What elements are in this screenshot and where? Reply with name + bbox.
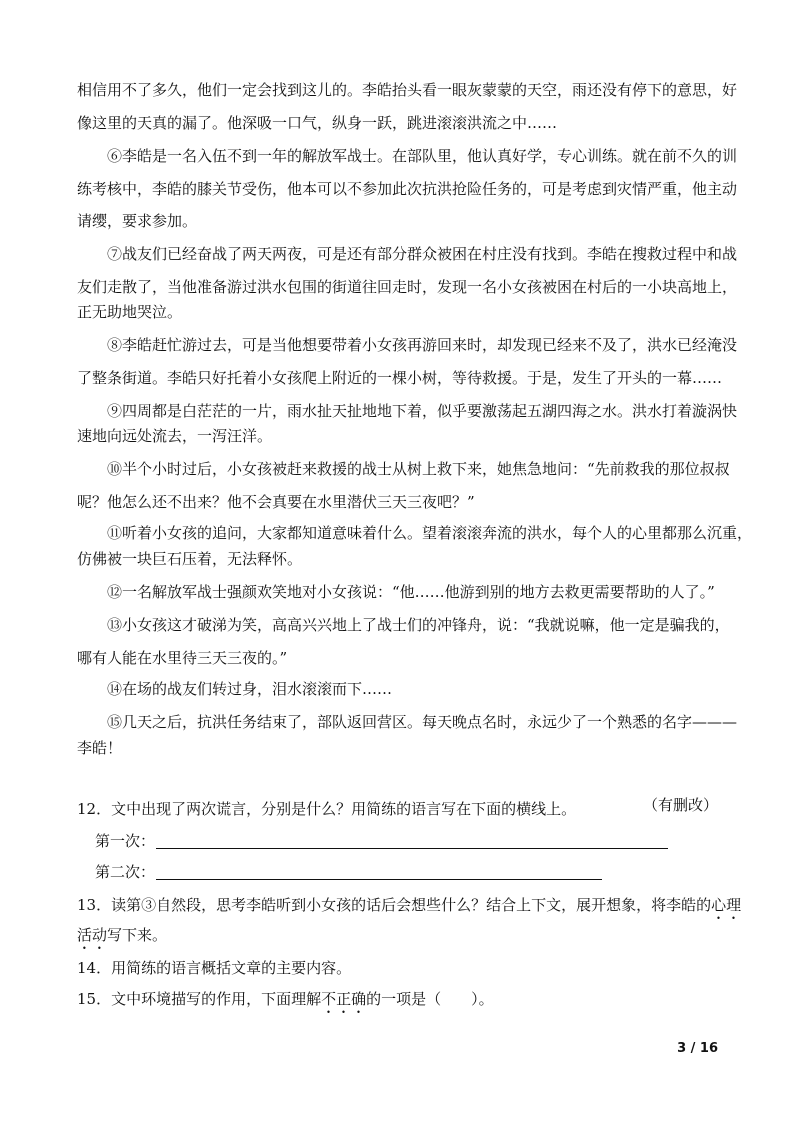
question-13-text: 写下来。 [107,926,168,944]
paragraph-line: 像这里的天真的漏了。他深吸一口气，纵身一跃，跳进滚滚洪流之中…… [77,114,558,132]
emphasis-text: 心理 [711,896,742,914]
paragraph-line: ⑩半个小时过后，小女孩被赶来救援的战士从树上救下来，她焦急地问：“先前救我的那位叔叔 [107,460,730,478]
paragraph-line: 相信用不了多久，他们一定会找到这儿的。李皓抬头看一眼灰蒙蒙的天空，雨还没有停下的意思，好 [77,81,738,99]
paragraph-line: 哪有人能在水里待三天三夜的。” [77,649,288,667]
question-15 [77,989,494,1017]
answer-label-first: 第一次： [95,832,156,850]
paragraph-line: 练考核中，李皓的膝关节受伤，他本可以不参加此次抗洪抢险任务的，可是考虑到灾情严重，他主动 [77,180,738,198]
paragraph-line: ⑬小女孩这才破涕为笑，高高兴兴地上了战士们的冲锋舟，说：“我就说嘛，他一定是骗我的， [107,616,730,634]
emphasis-text: 活动 [77,926,108,944]
question-15-text: 15．文中环境描写的作用，下面理解 [77,990,322,1008]
paragraph-line: 李皓！ [77,739,123,757]
source-note: （有删改） [642,796,718,814]
paragraph-line: 友们走散了，当他准备游过洪水包围的街道往回走时，发现一名小女孩被困在村后的一小块高地上， [77,278,738,296]
paragraph-line: ⑧李皓赶忙游过去，可是当他想要带着小女孩再游回来时，却发现已经来不及了，洪水已经淹没 [107,336,738,354]
paragraph-line: ⑦战友们已经奋战了两天两夜，可是还有部分群众被困在村庄没有找到。李皓在搜救过程中和战 [107,245,738,263]
paragraph-line: ⑥李皓是一名入伍不到一年的解放军战士。在部队里，他认真好学，专心训练。就在前不久的训 [107,147,738,165]
answer-label-second: 第二次： [95,863,156,881]
page-number: 3 / 16 [677,1041,718,1056]
paragraph-line: ⑫一名解放军战士强颜欢笑地对小女孩说：“他……他游到别的地方去救更需要帮助的人了。” [107,583,715,601]
paragraph-line: 仿佛被一块巨石压着，无法释怀。 [77,550,303,568]
answer-line-first[interactable] [156,848,668,849]
paragraph-line: 请缨，要求参加。 [77,212,198,230]
question-12: 12．文中出现了两次谎言，分别是什么？用简练的语言写在下面的横线上。 [77,800,577,818]
answer-line-second[interactable] [156,879,602,880]
question-13-text: 13．读第③自然段，思考李皓听到小女孩的话后会想些什么？结合上下文，展开想象，将李皓的 [77,896,712,914]
question-14: 14．用简练的语言概括文章的主要内容。 [77,959,352,977]
question-15-text: 的一项是（ ）。 [366,990,494,1008]
question-13-line2 [77,925,167,953]
emphasis-text: 不正确 [321,990,367,1008]
paragraph-line: 了整条街道。李皓只好托着小女孩爬上附近的一棵小树，等待救援。于是，发生了开头的一幕…… [77,369,723,387]
paragraph-line: ⑨四周都是白茫茫的一片，雨水扯天扯地地下着，似乎要激荡起五湖四海之水。洪水打着漩涡快 [107,402,738,420]
paragraph-line: 正无助地哭泣。 [77,303,183,321]
paragraph-line: 呢？他怎么还不出来？他不会真要在水里潜伏三天三夜吧？” [77,493,475,511]
paragraph-line: ⑪听着小女孩的追问，大家都知道意味着什么。望着滚滚奔流的洪水，每个人的心里都那么沉重， [107,524,753,542]
paragraph-line: 速地向远处流去，一泻汪洋。 [77,427,273,445]
paragraph-line: ⑮几天之后，抗洪任务结束了，部队返回营区。每天晚点名时，永远少了一个熟悉的名字——— [107,713,738,731]
question-13-line1 [77,895,741,923]
paragraph-line: ⑭在场的战友们转过身，泪水滚滚而下…… [107,680,393,698]
